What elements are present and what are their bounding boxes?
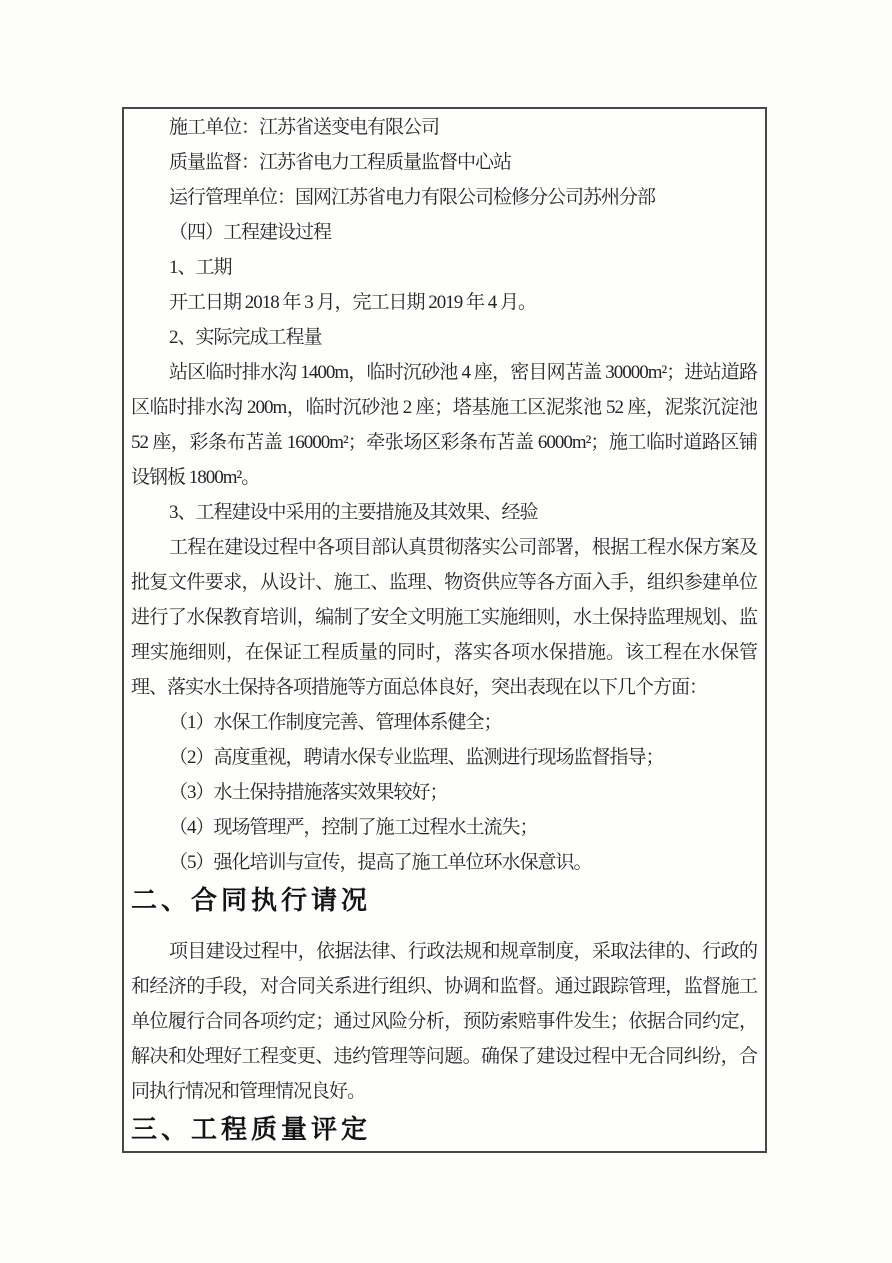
paragraph-list-item-4: （4）现场管理严，控制了施工过程水土流失； <box>169 817 538 838</box>
paragraph-contract-execution-detail: 项目建设过程中，依据法律、行政法规和规章制度，采取法律的、行政的和经济的手段，对合同关系进行组织、协调和监督。通过跟踪管理，监督施工单位履行合同各项约定；通过风险分析，预防索赔事件发生；依据合同约定，解决和处理好工程变更、违约管理等问题。确保了建设过程中无合同纠纷，合同执行情况和管理情况良好。 <box>131 941 757 1102</box>
paragraph-quality-supervision: 质量监督：江苏省电力工程质量监督中心站 <box>169 152 512 173</box>
paragraph-list-item-2: （2）高度重视，聘请水保专业监理、监测进行现场监督指导； <box>169 747 664 768</box>
section-heading-quality-assessment: 三、工程质量评定 <box>131 1115 372 1144</box>
paragraph-list-item-3: （3）水土保持措施落实效果较好； <box>169 782 448 803</box>
paragraph-list-item-1: （1）水保工作制度完善、管理体系健全； <box>169 712 502 733</box>
paragraph-dates: 开工日期 2018 年 3 月，完工日期 2019 年 4 月。 <box>169 292 537 313</box>
document-table-border <box>122 107 767 1153</box>
paragraph-item-completed-quantities: 2、实际完成工程量 <box>169 327 322 348</box>
paragraph-list-item-5: （5）强化培训与宣传，提高了施工单位环水保意识。 <box>169 852 592 873</box>
paragraph-quantities-detail: 站区临时排水沟 1400m，临时沉砂池 4 座，密目网苫盖 30000m²；进站道路区临时排水沟 200m，临时沉砂池 2 座；塔基施工区泥浆池 52 座，泥浆沉淀池 52 座，彩条布苫盖 16000m²；牵张场区彩条布苫盖 6000m²；施工临时道路区铺设钢板 1800m²。 <box>131 362 757 488</box>
paragraph-subsection-title-construction-process: （四）工程建设过程 <box>169 222 332 243</box>
paragraph-operation-management-unit: 运行管理单位：国网江苏省电力有限公司检修分公司苏州分部 <box>169 187 656 208</box>
paragraph-measures-detail: 工程在建设过程中各项目部认真贯彻落实公司部署，根据工程水保方案及批复文件要求，从设计、施工、监理、物资供应等各方面入手，组织参建单位进行了水保教育培训，编制了安全文明施工实施细则，水土保持监理规划、监理实施细则，在保证工程质量的同时，落实各项水保措施。该工程在水保管理、落实水土保持各项措施等方面总体良好，突出表现在以下几个方面： <box>131 537 757 698</box>
section-heading-contract-execution: 二、合同执行请况 <box>131 886 372 915</box>
paragraph-item-measures: 3、工程建设中采用的主要措施及其效果、经验 <box>169 502 538 523</box>
paragraph-construction-unit: 施工单位：江苏省送变电有限公司 <box>169 117 440 138</box>
paragraph-item-duration: 1、工期 <box>169 257 232 278</box>
